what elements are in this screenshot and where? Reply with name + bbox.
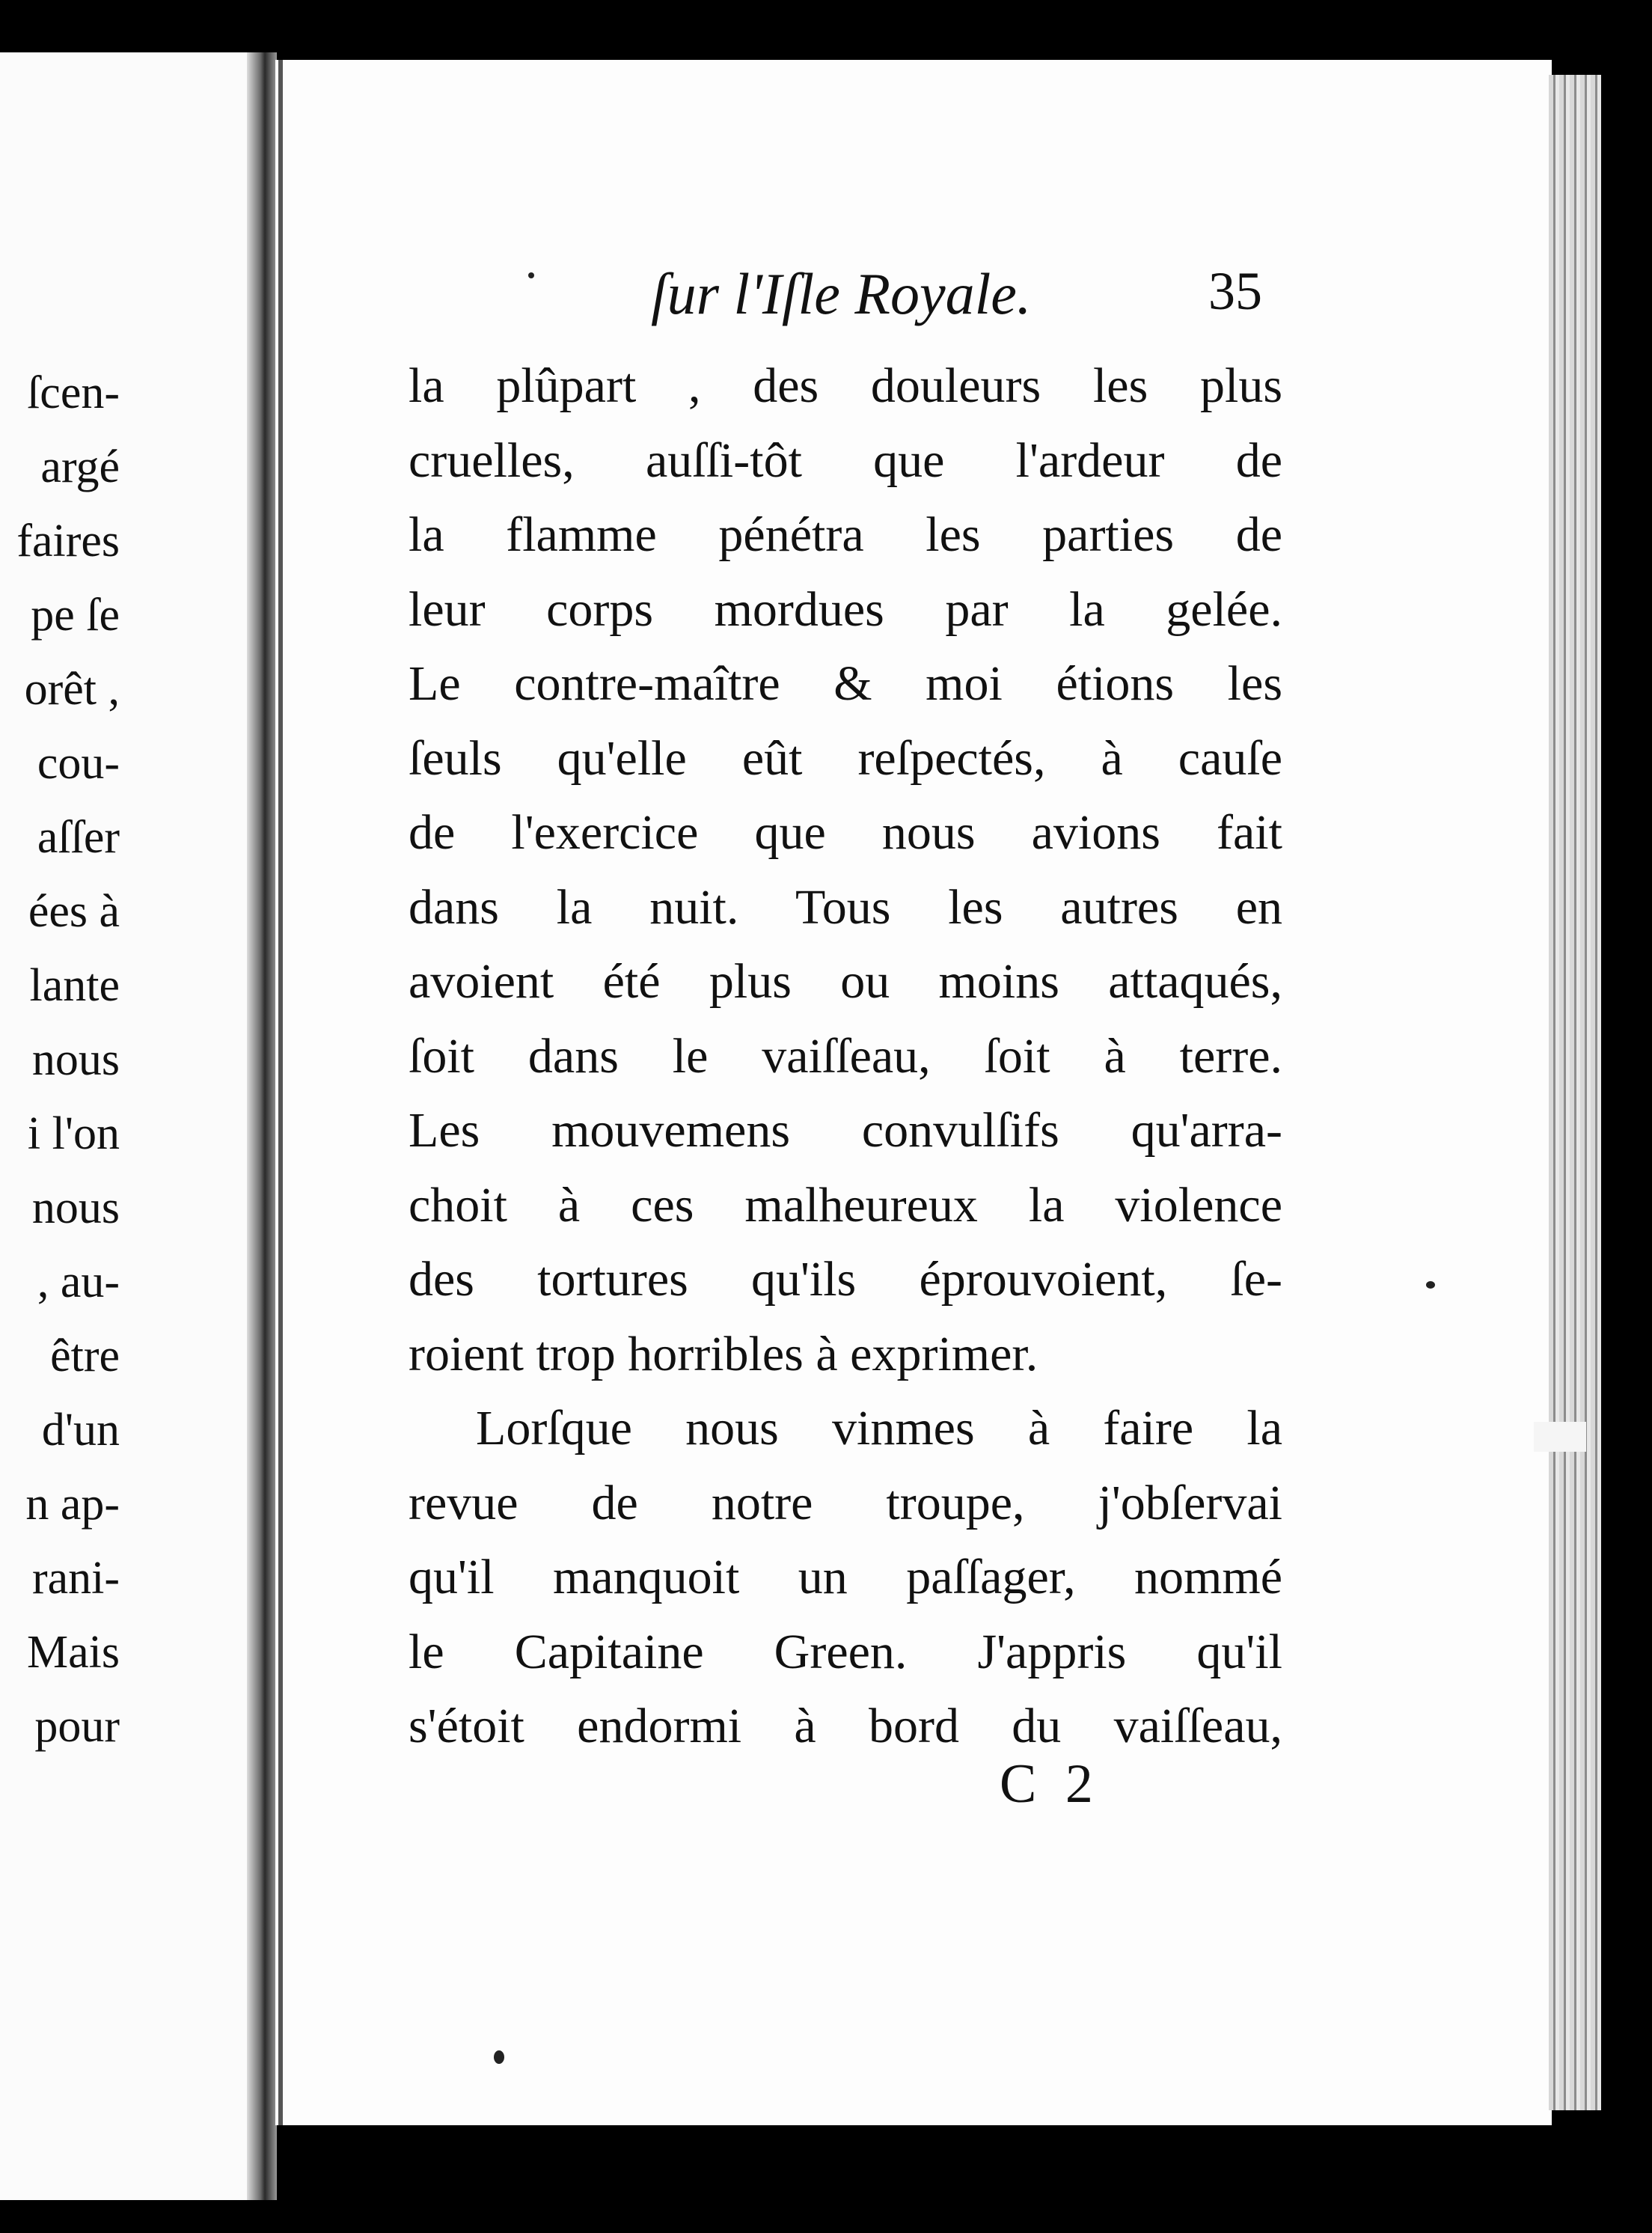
page-block-edge [1549,75,1601,2110]
text-line: Les mouvemens convulſifs qu'arra- [409,1103,1282,1158]
text-line: s'étoit endormi à bord du vaiſſeau, [409,1699,1282,1753]
ink-speck [494,2050,504,2064]
text-line: Le contre-maître & moi étions les [409,656,1282,711]
previous-page-line: pour [34,1701,120,1752]
text-line: des tortures qu'ils éprouvoient, ſe- [409,1252,1282,1307]
text-line: qu'il manquoit un paſſager, nommé [409,1550,1282,1604]
page-inner-edge [278,60,283,2125]
previous-page-line: argé [40,442,120,492]
page-gutter [247,52,277,2200]
text-line: ſeuls qu'elle eût reſpectés, à cauſe [409,730,1282,786]
previous-page-line: d'un [41,1405,120,1455]
text-line: dans la nuit. Tous les autres en [409,879,1282,935]
text-line: revue de notre troupe, j'obſervai [409,1475,1282,1530]
text-line: le Capitaine Green. J'appris qu'il [409,1624,1282,1679]
previous-page-line: , au- [37,1256,120,1307]
previous-page-line: n ap- [25,1479,120,1530]
text-line: choit à ces malheureux la violence [409,1177,1282,1232]
previous-page-line: i l'on [27,1108,120,1159]
signature-mark: C 2 [1000,1753,1101,1815]
text-line: de l'exercice que nous avions fait [409,805,1282,860]
ink-speck [528,272,534,278]
running-header [628,260,1287,343]
text-line: cruelles, auſſi-tôt que l'ardeur de [409,433,1282,488]
page-number: 35 [1208,261,1262,321]
previous-page-line: orêt , [24,664,120,715]
text-line: Lorſque nous vinmes à faire la [476,1401,1282,1455]
text-line: la plûpart , des douleurs les plus [409,358,1282,413]
text-line: ſoit dans le vaiſſeau, ſoit à terre. [409,1028,1282,1084]
running-title: ſur l'Iſle Royale. [651,261,1032,326]
text-line: leur corps mordues par la gelée. [409,581,1282,637]
previous-page-line: cou- [37,738,120,789]
previous-page-line: nous [31,1034,120,1085]
previous-page-line: ées à [28,886,120,937]
previous-page-line: pe ſe [31,590,120,641]
previous-page-line: être [50,1331,120,1381]
previous-page-line: faires [16,516,120,566]
previous-page-line: rani- [31,1553,120,1604]
page-body [409,349,1282,1764]
previous-page-line: aſſer [37,812,120,863]
text-line: avoient été plus ou moins attaqués, [409,954,1282,1009]
page-tab-mark [1534,1422,1586,1452]
previous-page-line: nous [31,1182,120,1233]
text-line: roient trop horribles à exprimer. [409,1326,1038,1381]
previous-page-text [0,356,120,1764]
text-line: la flamme pénétra les parties de [409,507,1282,562]
previous-page-line: Mais [27,1627,120,1678]
ink-speck [1426,1281,1435,1289]
previous-page-line: ſcen- [27,367,120,418]
previous-page-line: lante [29,960,120,1011]
